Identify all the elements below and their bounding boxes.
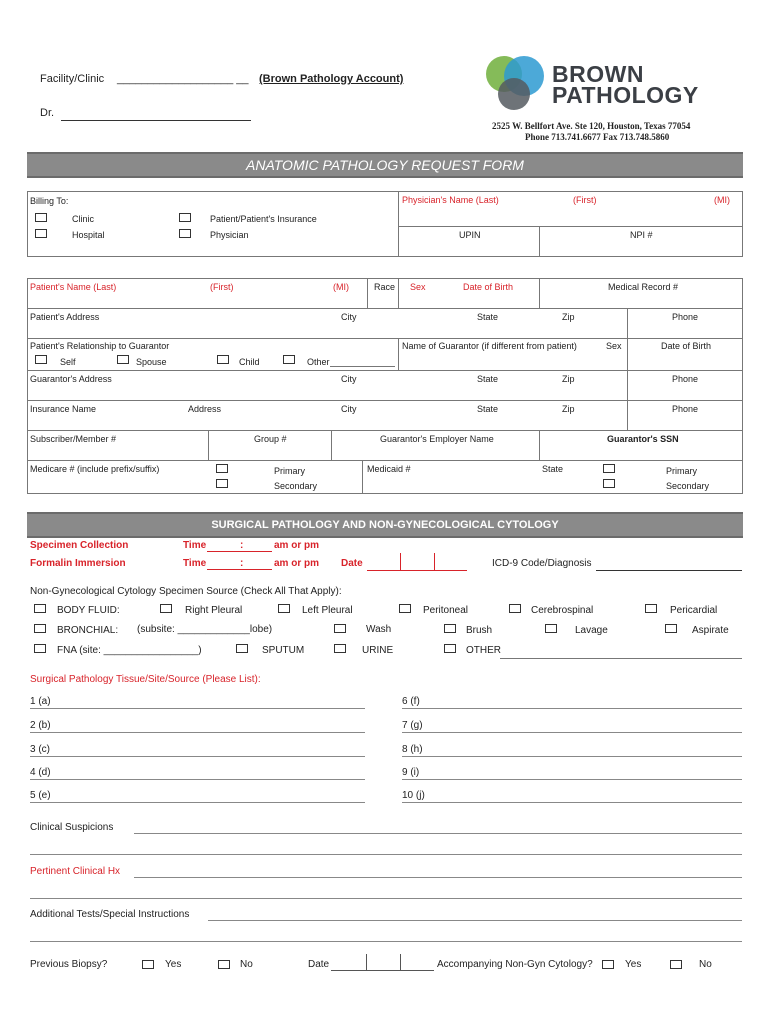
cerebrospinal-label: Cerebrospinal [531,605,594,616]
bronchial-checkbox[interactable] [34,624,46,633]
medicaid-secondary-label: Secondary [666,481,710,491]
tissue-item-2-label: 2 (b) [30,720,51,731]
tissue-item-7-label: 7 (g) [402,720,423,731]
rel-other-label: Other [307,357,330,367]
billing-clinic-checkbox[interactable] [35,213,47,222]
billing-physician-label: Physician [210,230,249,240]
previous-biopsy-label: Previous Biopsy? [30,959,108,970]
logo-text-brown: BROWN [552,61,644,87]
billing-insurance-checkbox[interactable] [179,213,191,222]
lavage-checkbox[interactable] [545,624,557,633]
aspirate-label: Aspirate [692,625,729,636]
collection-time-label: Time [183,540,207,551]
medicare-secondary-checkbox[interactable] [216,479,228,488]
peritoneal-label: Peritoneal [423,605,469,616]
billing-label: Billing To: [30,196,69,206]
left-pleural-checkbox[interactable] [278,604,290,613]
medicaid-primary-checkbox[interactable] [603,464,615,473]
brown-pathology-logo-icon [480,50,550,116]
guarantor-city-label: City [341,374,357,384]
pericardial-label: Pericardial [670,605,718,616]
insurance-address-label: Address [188,404,222,414]
tissue-item-6-field[interactable] [402,708,742,709]
tissue-item-5-field[interactable] [30,802,365,803]
medicare-primary-label: Primary [274,466,305,476]
clinical-hx-field-2[interactable] [30,898,742,899]
biopsy-no-checkbox[interactable] [218,960,230,969]
formalin-time-field[interactable] [207,569,272,570]
physician-mi-label: (MI) [714,195,730,205]
bronchial-subsite[interactable]: (subsite: _____________lobe) [137,624,273,635]
group-label: Group # [254,434,287,444]
fna-checkbox[interactable] [34,644,46,653]
dr-label: Dr. [40,107,55,119]
wash-label: Wash [366,624,392,635]
collection-ampm-label: am or pm [274,540,320,551]
guarantor-state-label: State [477,374,499,384]
form-title: ANATOMIC PATHOLOGY REQUEST FORM [246,157,524,173]
rel-self-checkbox[interactable] [35,355,47,364]
icd-field[interactable] [596,570,742,571]
sex-label: Sex [410,282,426,292]
tissue-item-7-field[interactable] [402,732,742,733]
surgical-title: SURGICAL PATHOLOGY AND NON-GYNECOLOGICAL CYTOLOGY [211,519,559,531]
lab-phone-fax: Phone 713.741.6677 Fax 713.748.5860 [525,132,670,142]
formalin-date-label: Date [341,558,363,569]
brush-checkbox[interactable] [444,624,456,633]
medicare-secondary-label: Secondary [274,481,318,491]
billing-hospital-label: Hospital [72,230,105,240]
medicare-primary-checkbox[interactable] [216,464,228,473]
peritoneal-checkbox[interactable] [399,604,411,613]
left-pleural-label: Left Pleural [302,605,353,616]
tissue-item-10-label: 10 (j) [402,790,425,801]
body-fluid-label: BODY FLUID: [57,605,120,616]
guarantor-sex-label: Sex [606,341,622,351]
medicare-label: Medicare # (include prefix/suffix) [30,464,160,474]
insurance-city-label: City [341,404,357,414]
medicaid-primary-label: Primary [666,466,697,476]
account-label: (Brown Pathology Account) [259,73,404,85]
medicaid-state-label: State [542,464,564,474]
patient-first-label: (First) [210,282,234,292]
right-pleural-label: Right Pleural [185,605,243,616]
billing-hospital-checkbox[interactable] [35,229,47,238]
biopsy-no-label: No [240,959,253,970]
subscriber-label: Subscriber/Member # [30,434,117,444]
urine-checkbox[interactable] [334,644,346,653]
lavage-label: Lavage [575,625,608,636]
clinical-suspicions-field[interactable] [134,833,742,834]
guarantor-name-label: Name of Guarantor (if different from patient) [402,341,577,351]
rel-child-checkbox[interactable] [217,355,229,364]
insurance-name-label: Insurance Name [30,404,97,414]
upin-label: UPIN [459,230,481,240]
guarantor-zip-label: Zip [562,374,575,384]
npi-label: NPI # [630,230,653,240]
additional-tests-label: Additional Tests/Special Instructions [30,909,190,920]
collection-time-colon: : [240,540,244,551]
employer-label: Guarantor's Employer Name [380,434,494,444]
formalin-date-field[interactable] [367,570,467,571]
wash-checkbox[interactable] [334,624,346,633]
icd-label: ICD-9 Code/Diagnosis [492,558,592,569]
right-pleural-checkbox[interactable] [160,604,172,613]
additional-tests-field[interactable] [208,920,742,921]
brush-label: Brush [466,625,493,636]
tissue-item-10-field[interactable] [402,802,742,803]
rel-other-checkbox[interactable] [283,355,295,364]
formalin-time-label: Time [183,558,207,569]
sputum-label: SPUTUM [262,645,305,656]
lab-address: 2525 W. Bellfort Ave. Ste 120, Houston, Texas 77054 [492,121,691,131]
clinical-suspicions-label: Clinical Suspicions [30,822,114,833]
tissue-item-9-label: 9 (i) [402,767,420,778]
insurance-zip-label: Zip [562,404,575,414]
guarantor-ssn-label: Guarantor's SSN [607,434,679,444]
urine-label: URINE [362,645,394,656]
patient-state-label: State [477,312,499,322]
tissue-item-8-field[interactable] [402,756,742,757]
guarantor-dob-label: Date of Birth [661,341,712,351]
tissue-item-2-field[interactable] [30,732,365,733]
form-title-banner [27,152,743,178]
clinical-hx-field[interactable] [134,877,742,878]
body-fluid-checkbox[interactable] [34,604,46,613]
patient-last-label: Patient's Name (Last) [30,282,117,292]
formalin-time-colon: : [240,558,244,569]
rel-spouse-checkbox[interactable] [117,355,129,364]
billing-section [27,191,743,257]
formalin-immersion-label: Formalin Immersion [30,558,126,569]
fna-label[interactable]: FNA (site: _________________) [57,645,202,656]
race-label: Race [374,282,396,292]
rel-self-label: Self [60,357,76,367]
tissue-item-3-label: 3 (c) [30,744,50,755]
tissue-item-6-label: 6 (f) [402,696,420,707]
guarantor-address-label: Guarantor's Address [30,374,112,384]
biopsy-yes-label: Yes [165,959,182,970]
clinical-suspicions-field-2[interactable] [30,854,742,855]
medicaid-label: Medicaid # [367,464,411,474]
cytology-no-label: No [699,959,712,970]
specimen-collection-label: Specimen Collection [30,540,129,551]
medical-record-label: Medical Record # [608,282,679,292]
patient-mi-label: (MI) [333,282,349,292]
billing-physician-checkbox[interactable] [179,229,191,238]
physician-first-label: (First) [573,195,597,205]
clinical-hx-label: Pertinent Clinical Hx [30,866,121,877]
biopsy-yes-checkbox[interactable] [142,960,154,969]
dob-label: Date of Birth [463,282,514,292]
tissue-item-3-field[interactable] [30,756,365,757]
biopsy-date-label: Date [308,959,330,970]
facility-field[interactable]: ___________________ __ [117,73,249,85]
cytology-no-checkbox[interactable] [670,960,682,969]
dr-field[interactable] [61,120,251,121]
logo-text-pathology: PATHOLOGY [552,82,699,108]
formalin-ampm-label: am or pm [274,558,320,569]
tissue-heading: Surgical Pathology Tissue/Site/Source (Please List): [30,674,261,685]
patient-section [27,278,743,494]
bronchial-label: BRONCHIAL: [57,625,119,636]
physician-last-label: Physician's Name (Last) [402,195,499,205]
tissue-item-4-label: 4 (d) [30,767,51,778]
biopsy-date-field[interactable] [331,970,434,971]
patient-city-label: City [341,312,357,322]
relationship-label: Patient's Relationship to Guarantor [30,341,170,351]
sputum-checkbox[interactable] [236,644,248,653]
tissue-item-5-label: 5 (e) [30,790,51,801]
rel-spouse-label: Spouse [136,357,167,367]
billing-insurance-label: Patient/Patient's Insurance [210,214,317,224]
accompanying-cytology-label: Accompanying Non-Gyn Cytology? [437,959,593,970]
medicaid-secondary-checkbox[interactable] [603,479,615,488]
other-checkbox[interactable] [444,644,456,653]
billing-clinic-label: Clinic [72,214,95,224]
guarantor-phone-label: Phone [672,374,699,384]
aspirate-checkbox[interactable] [665,624,677,633]
cerebrospinal-checkbox[interactable] [509,604,521,613]
tissue-item-9-field[interactable] [402,779,742,780]
cytology-yes-label: Yes [625,959,642,970]
other-field[interactable] [500,658,742,659]
patient-address-label: Patient's Address [30,312,100,322]
rel-other-field[interactable] [330,366,395,367]
pericardial-checkbox[interactable] [645,604,657,613]
tissue-item-1-label: 1 (a) [30,696,51,707]
tissue-item-8-label: 8 (h) [402,744,423,755]
tissue-item-1-field[interactable] [30,708,365,709]
cytology-yes-checkbox[interactable] [602,960,614,969]
surgical-title-banner [27,512,743,538]
additional-tests-field-2[interactable] [30,941,742,942]
rel-child-label: Child [239,357,260,367]
collection-time-field[interactable] [207,551,272,552]
insurance-state-label: State [477,404,499,414]
insurance-phone-label: Phone [672,404,699,414]
other-label: OTHER [466,645,501,656]
facility-label: Facility/Clinic [40,73,105,85]
patient-phone-label: Phone [672,312,699,322]
patient-zip-label: Zip [562,312,575,322]
nongyn-heading: Non-Gynecological Cytology Specimen Source (Check All That Apply): [30,586,342,597]
tissue-item-4-field[interactable] [30,779,365,780]
